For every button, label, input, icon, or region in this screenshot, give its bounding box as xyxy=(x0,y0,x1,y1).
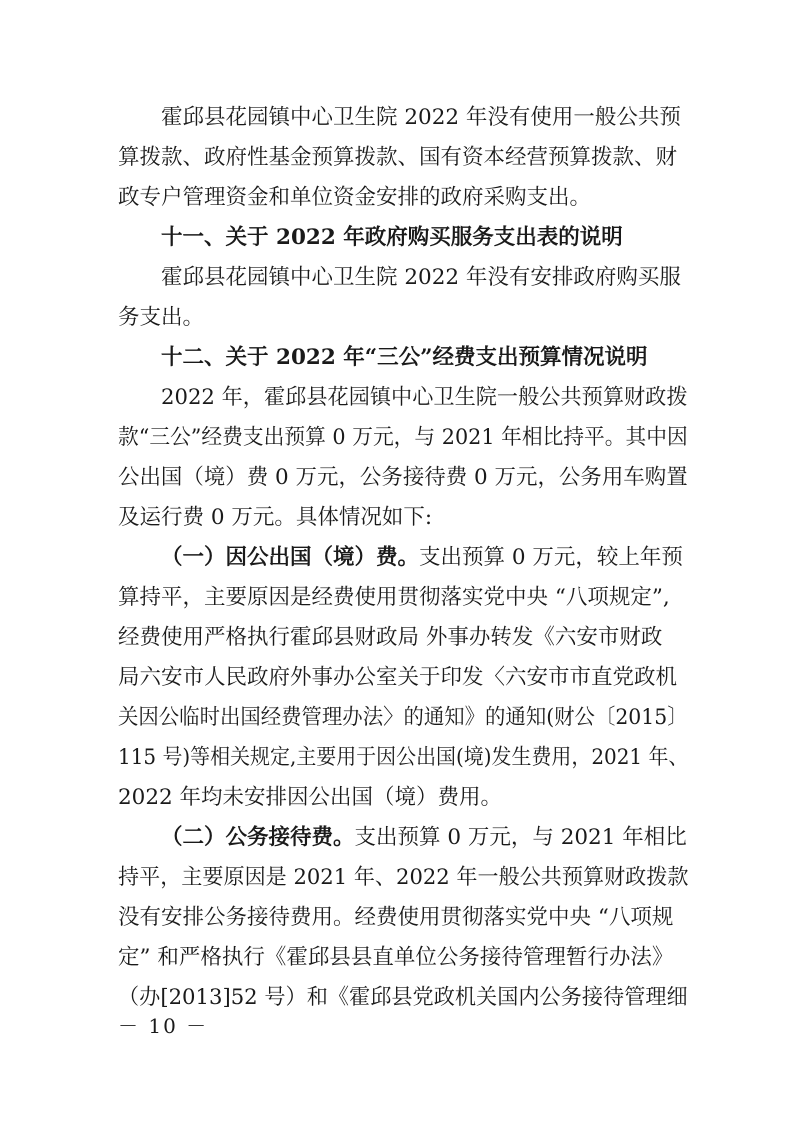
paragraph-line: 局六安市人民政府外事办公室关于印发〈六安市市直党政机 xyxy=(118,665,678,690)
paragraph-line: 2022 年均未安排因公出国（境）费用。 xyxy=(118,785,503,810)
subsection-line-2 xyxy=(161,820,687,856)
paragraph-line: 及运行费 0 万元。具体情况如下: xyxy=(118,505,433,530)
paragraph-line: 政专户管理资金和单位资金安排的政府采购支出。 xyxy=(118,185,592,210)
paragraph-line: 公出国（境）费 0 万元，公务接待费 0 万元，公务用车购置 xyxy=(118,465,688,490)
subsection-title-2: （二）公务接待费。 xyxy=(161,825,355,850)
subsection-text: 支出预算 0 万元，与 2021 年相比 xyxy=(354,825,687,850)
subsection-text: 支出预算 0 万元，较上年预 xyxy=(419,545,683,570)
paragraph-line: 霍邱县花园镇中心卫生院 2022 年没有安排政府购买服 xyxy=(161,265,681,290)
paragraph-line: 经费使用严格执行霍邱县财政局 外事办转发《六安市财政 xyxy=(118,625,663,650)
subsection-title-1: （一）因公出国（境）费。 xyxy=(161,545,420,570)
paragraph-line: 定” 和严格执行《霍邱县县直单位公务接待管理暂行办法》 xyxy=(118,945,674,970)
paragraph-line: 算拨款、政府性基金预算拨款、国有资本经营预算拨款、财 xyxy=(118,145,678,170)
paragraph-line: 款“三公”经费支出预算 0 万元，与 2021 年相比持平。其中因 xyxy=(118,425,688,450)
subsection-line-1 xyxy=(161,540,683,576)
section-heading-12: 十二、关于 2022 年“三公”经费支出预算情况说明 xyxy=(161,345,648,370)
paragraph-line: 务支出。 xyxy=(118,305,205,330)
section-heading-11: 十一、关于 2022 年政府购买服务支出表的说明 xyxy=(161,225,623,250)
paragraph-line: 关因公临时出国经费管理办法〉的通知》的通知(财公〔2015〕 xyxy=(118,705,688,730)
page-number: － 10 － xyxy=(118,1014,209,1038)
paragraph-line: 算持平，主要原因是经费使用贯彻落实党中央 “八项规定”, xyxy=(118,585,670,610)
paragraph-line: 持平，主要原因是 2021 年、2022 年一般公共预算财政拨款 xyxy=(118,865,689,890)
paragraph-line: （办[2013]52 号）和《霍邱县党政机关国内公务接待管理细 xyxy=(118,985,688,1010)
paragraph-line: 没有安排公务接待费用。经费使用贯彻落实党中央 “八项规 xyxy=(118,905,674,930)
paragraph-line: 2022 年，霍邱县花园镇中心卫生院一般公共预算财政拨 xyxy=(161,385,688,410)
paragraph-line: 115 号)等相关规定,主要用于因公出国(境)发生费用，2021 年、 xyxy=(118,745,689,770)
paragraph-line: 霍邱县花园镇中心卫生院 2022 年没有使用一般公共预 xyxy=(161,105,681,130)
